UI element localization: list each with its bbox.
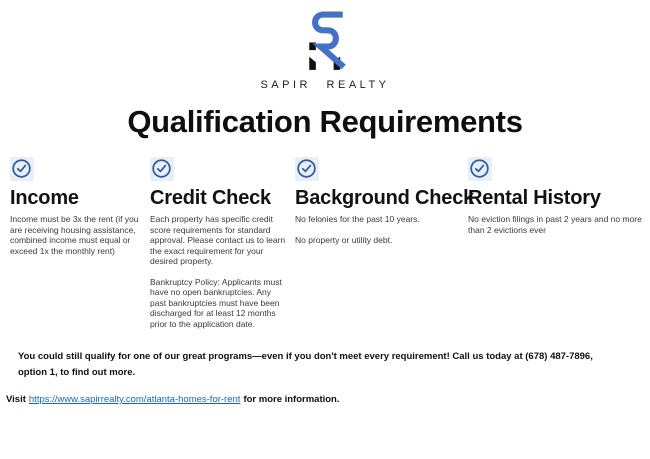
requirement-column-credit-check [150,157,287,339]
column-paragraph: Income must be 3x the rent (if you are receiving housing assistance, combined income must equal or exceed 1x the monthly rent) [10,214,139,256]
visit-suffix: for more information. [243,394,340,405]
visit-line [0,394,650,405]
check-circle-icon [295,157,319,181]
check-circle-icon [468,157,492,181]
column-heading: Background Check [295,187,475,209]
column-paragraph: Bankruptcy Policy: Applicants must have no open bankruptcies. Any past bankruptcies must have been discharged for at least 12 months prior to the application date. [150,276,282,329]
column-paragraph: Each property has specific credit score requirements for standard approval. Please contact us to learn the exact requirement for your desired property. [150,214,286,266]
qualify-note: You could still qualify for one of our great programs—even if you don't meet every requirement! Call us today at (678) 487-7896, option 1, to find out more. [18,351,593,378]
page-title: Qualification Requirements [127,104,523,139]
check-circle-icon [150,157,174,181]
requirement-column-rental-history [468,157,644,245]
requirements-columns [10,157,650,339]
column-heading: Income [10,187,79,209]
column-paragraph: No property or utility debt. [295,234,393,245]
check-circle-icon [10,157,34,181]
visit-prefix: Visit [6,394,26,405]
logo [0,0,650,91]
requirement-column-income [10,157,142,266]
website-link[interactable]: https://www.sapirrealty.com/atlanta-homes-for-rent [28,394,241,405]
column-paragraph: No felonies for the past 10 years. [295,214,420,224]
column-heading: Credit Check [150,187,271,209]
requirement-column-background-check [295,157,475,255]
column-paragraph: No eviction filings in past 2 years and no more than 2 evictions ever [468,214,642,235]
sapir-realty-logo-icon [302,10,348,76]
column-heading: Rental History [468,187,601,209]
brand-name: SAPIR REALTY [260,79,390,91]
